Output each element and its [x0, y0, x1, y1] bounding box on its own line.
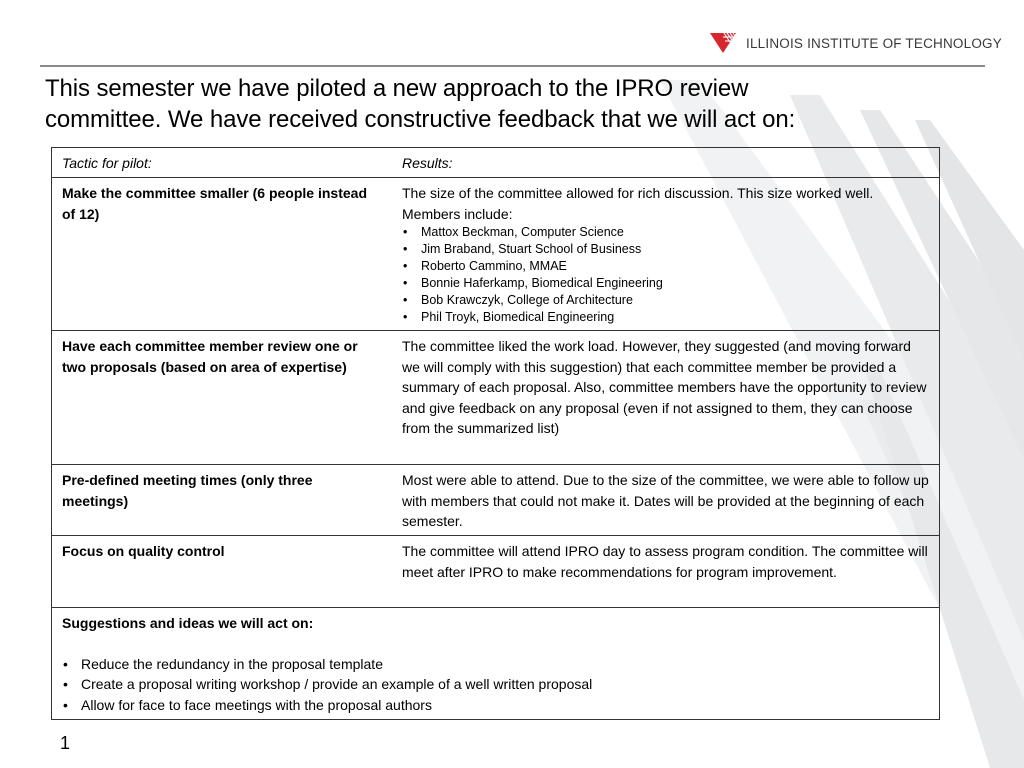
- header-tactic: Tactic for pilot:: [52, 148, 393, 178]
- suggestion-item: • Reduce the redundancy in the proposal template: [62, 654, 929, 675]
- institution-name: ILLINOIS INSTITUTE OF TECHNOLOGY: [746, 35, 1002, 51]
- table-header-row: [52, 148, 940, 178]
- header-divider: [40, 65, 985, 67]
- table-row: [52, 465, 940, 536]
- result-cell: The committee liked the work load. However, they suggested (and moving forward we will comply with this suggestion) that each committee member be provided a summary of each proposal. Also, committee members have the opportunity to review and give feedback on any proposal (even if not assigned to them, they can choose from the summarized list): [392, 331, 940, 465]
- member-item: • Roberto Cammino, MMAE: [402, 258, 929, 275]
- spacer: [62, 634, 929, 654]
- suggestions-list: [62, 654, 929, 716]
- slide-title: [45, 73, 925, 135]
- tactic-cell: Pre-defined meeting times (only three meetings): [52, 465, 393, 536]
- member-item: • Mattox Beckman, Computer Science: [402, 224, 929, 241]
- table-row: [52, 331, 940, 465]
- member-list: [402, 224, 929, 326]
- result-cell: [392, 178, 940, 331]
- member-item: • Phil Troyk, Biomedical Engineering: [402, 309, 929, 326]
- iit-logo: [710, 31, 1002, 55]
- result-text: The size of the committee allowed for rich discussion. This size worked well. Members include:: [402, 185, 874, 222]
- tactic-cell: Make the committee smaller (6 people instead of 12): [52, 178, 393, 331]
- table-row: [52, 178, 940, 331]
- member-item: • Bob Krawczyk, College of Architecture: [402, 292, 929, 309]
- iit-triangle-logo-icon: [710, 32, 736, 54]
- result-cell: Most were able to attend. Due to the size of the committee, we were able to follow up with members that could not make it. Dates will be provided at the beginning of each semester.: [392, 465, 940, 536]
- suggestion-item: • Allow for face to face meetings with the proposal authors: [62, 695, 929, 716]
- pilot-results-table: [51, 147, 940, 720]
- tactic-cell: Focus on quality control: [52, 536, 393, 608]
- suggestions-heading: Suggestions and ideas we will act on:: [62, 615, 314, 631]
- suggestions-row: [52, 608, 940, 720]
- title-line-2: committee. We have received constructive feedback that we will act on:: [45, 106, 796, 133]
- member-item: • Jim Braband, Stuart School of Business: [402, 241, 929, 258]
- member-item: • Bonnie Haferkamp, Biomedical Engineering: [402, 275, 929, 292]
- suggestions-cell: [52, 608, 940, 720]
- result-cell: The committee will attend IPRO day to assess program condition. The committee will meet after IPRO to make recommendations for program improvement.: [392, 536, 940, 608]
- tactic-cell: Have each committee member review one or two proposals (based on area of expertise): [52, 331, 393, 465]
- title-line-1: This semester we have piloted a new approach to the IPRO review: [45, 75, 749, 102]
- table-row: [52, 536, 940, 608]
- slide-number: 1: [60, 733, 71, 753]
- suggestion-item: • Create a proposal writing workshop / provide an example of a well written proposal: [62, 674, 929, 695]
- header-results: Results:: [392, 148, 940, 178]
